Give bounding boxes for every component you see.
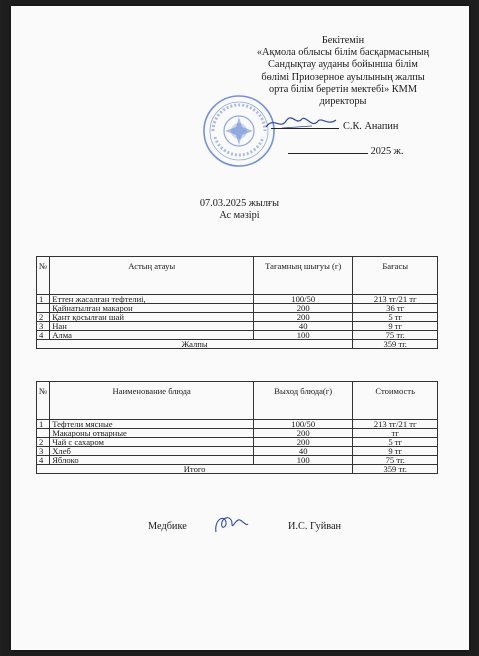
cell-num: 4 [37, 331, 50, 340]
cell-dish: Нан [50, 322, 254, 331]
menu-title: Ас мәзірі [219, 210, 260, 221]
approval-line: орта білім беретін мектебі» КММ [269, 83, 417, 95]
header-cell: Тағамның шығуы (г) [254, 257, 353, 295]
cell-price: 9 тг [353, 322, 438, 331]
cell-portion: 100/50 [254, 420, 353, 429]
director-name: С.К. Анапин [343, 121, 399, 132]
header-cell: Астың атауы [50, 257, 254, 295]
table-header [37, 257, 438, 295]
table-row [37, 447, 438, 456]
approval-line: «Ақмола облысы білім басқармасының [256, 47, 430, 59]
approval-block [243, 35, 443, 108]
table-row [37, 322, 438, 331]
nurse-signature [210, 510, 250, 538]
approval-line: бөлімі Приозерное ауылының жалпы [261, 71, 425, 83]
cell-price: 36 тг [353, 304, 438, 313]
header-cell: № [37, 382, 50, 420]
cell-portion: 200 [254, 304, 353, 313]
nurse-role: Медбике [148, 521, 187, 532]
cell-price: 5 тг [353, 438, 438, 447]
total-label: Итого [37, 465, 353, 474]
cell-dish: Тефтели мясные [50, 420, 254, 429]
approval-year: 2025 ж. [370, 146, 404, 157]
cell-portion: 200 [254, 438, 353, 447]
cell-price: 213 тг/21 тг [353, 295, 438, 304]
menu-table-ru [36, 381, 438, 474]
cell-portion: 100 [254, 331, 353, 340]
cell-dish: Макароны отварные [50, 429, 254, 438]
header-cell: Выход блюда(г) [254, 382, 353, 420]
cell-num: 3 [37, 322, 50, 331]
total-value: 359 тг. [353, 340, 438, 349]
cell-portion: 40 [254, 447, 353, 456]
cell-dish: Қайнатылған макарон [50, 304, 254, 313]
cell-price: 75 тг. [353, 456, 438, 465]
cell-portion: 100/50 [254, 295, 353, 304]
header-cell: Наименование блюда [50, 382, 254, 420]
menu-heading [0, 198, 479, 222]
approval-date-line [288, 146, 403, 157]
table-row [37, 313, 438, 322]
cell-price: тг [353, 429, 438, 438]
cell-dish: Хлеб [50, 447, 254, 456]
approval-line: Сандықтау ауданы бойынша білім [268, 59, 418, 71]
cell-portion: 40 [254, 322, 353, 331]
cell-dish: Еттен жасалған тефтелиі, [50, 295, 254, 304]
cell-price: 5 тг [353, 313, 438, 322]
total-value: 359 тг. [353, 465, 438, 474]
total-label: Жалпы [37, 340, 353, 349]
cell-price: 213 тг/21 тг [353, 420, 438, 429]
cell-dish: Қант қосылған шай [50, 313, 254, 322]
header-cell: № [37, 257, 50, 295]
cell-portion: 200 [254, 313, 353, 322]
table-row [37, 331, 438, 340]
cell-price: 75 тг. [353, 331, 438, 340]
menu-table-kk [36, 256, 438, 349]
header-cell: Стоимость [353, 382, 438, 420]
cell-portion: 200 [254, 429, 353, 438]
table-total-row [37, 465, 438, 474]
cell-portion: 100 [254, 456, 353, 465]
table-header [37, 382, 438, 420]
menu-date: 07.03.2025 жылғы [199, 198, 280, 209]
cell-num: 3 [37, 447, 50, 456]
cell-price: 9 тг [353, 447, 438, 456]
cell-num: 4 [37, 456, 50, 465]
table-row [37, 438, 438, 447]
cell-num: 1 [37, 295, 50, 304]
cell-num: 2 [37, 438, 50, 447]
header-cell: Бағасы [353, 257, 438, 295]
nurse-name: И.С. Гуйван [288, 521, 342, 532]
director-sign-line [271, 121, 398, 132]
table-row [37, 456, 438, 465]
cell-dish: Чай с сахаром [50, 438, 254, 447]
cell-dish: Алма [50, 331, 254, 340]
approval-line: Бекітемін [321, 35, 365, 46]
cell-dish: Яблоко [50, 456, 254, 465]
table-total-row [37, 340, 438, 349]
cell-num: 1 [37, 420, 50, 429]
cell-num: 2 [37, 313, 50, 322]
approval-line: директоры [319, 96, 367, 108]
